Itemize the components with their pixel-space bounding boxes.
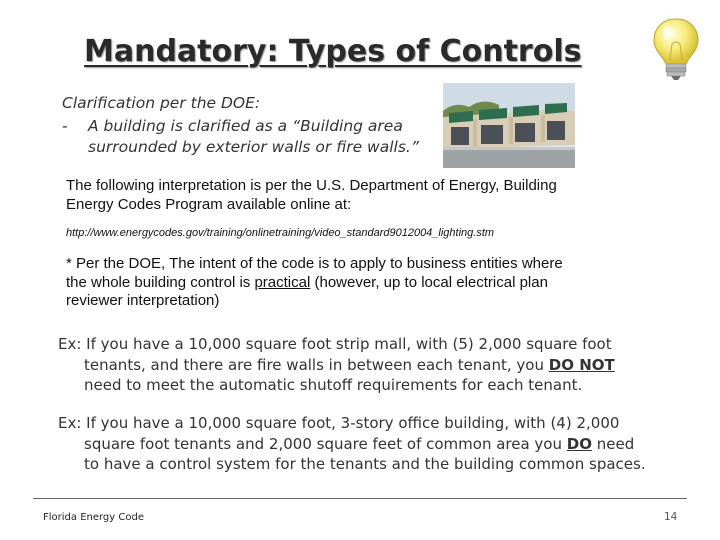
example-office-building: [58, 413, 698, 475]
clarification-bullet: [62, 116, 442, 158]
intent-line-2-start: the whole building control is: [66, 273, 255, 291]
intent-paragraph: [66, 255, 666, 311]
page-number: 14: [664, 511, 678, 523]
example1-line-2-start: tenants, and there are fire walls in between each tenant, you: [84, 355, 549, 374]
example1-line-3: need to meet the automatic shutoff requirements for each tenant.: [84, 376, 583, 394]
do-not-emphasis: DO NOT: [548, 355, 615, 374]
interpretation-paragraph: [66, 176, 666, 214]
example-strip-mall: [58, 334, 698, 396]
example2-line-1: Ex: If you have a 10,000 square foot, 3-story office building, with (4) 2,000: [58, 414, 620, 432]
intent-line-2-end: (however, up to local electrical plan: [310, 273, 548, 291]
slide-title: Mandatory: Types of Controls: [84, 34, 582, 69]
clarification-line-2: surrounded by exterior walls or fire walls.”: [88, 138, 419, 156]
footer-divider: [33, 498, 687, 499]
strip-mall-photo: [443, 83, 575, 168]
intent-line-3: reviewer interpretation): [66, 292, 220, 309]
example2-line-2-end: need: [591, 434, 635, 453]
clarification-heading: Clarification per the DOE:: [62, 94, 261, 112]
bullet-marker: -: [62, 117, 68, 135]
lightbulb-icon: [650, 16, 702, 82]
clarification-line-1: A building is clarified as a “Building area: [88, 117, 403, 135]
example1-line-1: Ex: If you have a 10,000 square foot strip mall, with (5) 2,000 square foot: [58, 335, 612, 353]
doe-url-link[interactable]: http://www.energycodes.gov/training/onlinetraining/video_standard9012004_lighting.stm: [66, 227, 495, 239]
footer-text: Florida Energy Code: [43, 512, 144, 523]
do-emphasis: DO: [566, 434, 592, 453]
interpretation-line-1: The following interpretation is per the U.S. Department of Energy, Building: [66, 177, 557, 194]
practical-emphasis: practical: [254, 273, 311, 291]
example1-line-2: [58, 355, 698, 376]
example2-line-2-start: square foot tenants and 2,000 square feet of common area you: [84, 434, 567, 453]
example2-line-3: to have a control system for the tenants and the building common spaces.: [84, 455, 646, 473]
example2-line-2: [58, 434, 698, 455]
interpretation-line-2: Energy Codes Program available online at:: [66, 196, 352, 213]
intent-line-1: * Per the DOE, The intent of the code is to apply to business entities where: [66, 255, 563, 272]
intent-line-2: [66, 274, 666, 293]
